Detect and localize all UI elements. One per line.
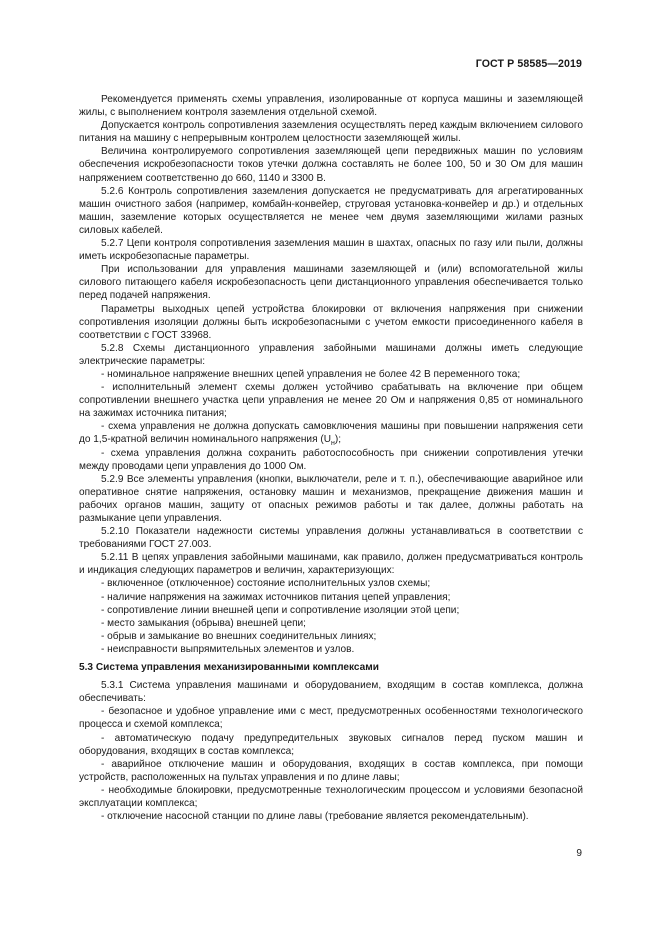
list-item: - отключение насосной станции по длине лавы (требование является рекомендательным).	[101, 811, 529, 823]
list-item: - включенное (отключенное) состояние исполнительных узлов схемы;	[101, 578, 431, 590]
list-item: - безопасное и удобное управление ими с мест, предусмотренных особенностями технологического процесса и схемой комплекса;	[79, 706, 583, 731]
document-number: ГОСТ Р 58585—2019	[475, 58, 582, 70]
list-item: - неисправности выпрямительных элементов и узлов.	[101, 643, 355, 655]
list-item: - аварийное отключение машин и оборудования, входящих в состав комплекса, при помощи устройств, расположенных на пультах управления и по длине лавы;	[79, 758, 583, 783]
list-item: - сопротивление линии внешней цепи и сопротивление изоляции этой цепи;	[101, 604, 460, 616]
list-item: - необходимые блокировки, предусмотренные технологическим процессом и условиями безопасной эксплуатации комплекса;	[79, 784, 583, 809]
list-item: - место замыкания (обрыва) внешней цепи;	[101, 617, 306, 629]
paragraph: Допускается контроль сопротивления заземления осуществлять перед каждым включением силового питания на машину с непрерывным контролем целостности заземляющей жилы.	[79, 120, 583, 145]
paragraph: 5.2.8 Схемы дистанционного управления забойными машинами должны иметь следующие электрические параметры:	[79, 342, 583, 367]
list-item: - схема управления должна сохранить работоспособность при снижении сопротивления утечки между проводами цепи управления до 1000 Ом.	[79, 447, 583, 472]
paragraph: 5.2.9 Все элементы управления (кнопки, выключатели, реле и т. п.), обеспечивающие аварийное или оперативное снятие напряжения, остановку машин и механизмов, прекращение движения машин и рабочих органов машин, защиту от опасных режимов работы и так далее, должны работать на размыкание цепи управления.	[79, 473, 583, 524]
page-content	[79, 93, 583, 823]
list-item: - исполнительный элемент схемы должен устойчиво срабатывать на включение при общем сопротивлении внешнего участка цепи управления не менее 20 Ом и напряжения 0,85 от номинального на зажимах источника питания;	[79, 382, 583, 420]
paragraph: Величина контролируемого сопротивления заземляющей цепи передвижных машин по условиям обеспечения искробезопасности токов утечки должна составлять не более 100, 50 и 30 Ом для машин напряжением соответственно до 660, 1140 и 3300 В.	[79, 146, 583, 184]
paragraph: 5.2.11 В цепях управления забойными машинами, как правило, должен предусматриваться контроль и индикация следующих параметров и величин, характеризующих:	[79, 552, 583, 577]
list-item: - автоматическую подачу предупредительных звуковых сигналов перед пуском машин и оборудования, входящих в состав комплекса;	[79, 732, 583, 757]
paragraph: Параметры выходных цепей устройства блокировки от включения напряжения при снижении сопротивления изоляции должны быть искробезопасными с учетом емкости присоединенного кабеля в соответствии с ГОСТ 33968.	[79, 303, 583, 341]
page-number: 9	[576, 848, 582, 859]
paragraph: 5.2.7 Цепи контроля сопротивления заземления машин в шахтах, опасных по газу или пыли, должны иметь искробезопасные параметры.	[79, 238, 583, 263]
voltage-subscript: н	[331, 440, 335, 448]
list-item-text: - схема управления не должна допускать самовключения машины при повышении напряжения сети до 1,5-кратной величин номинального напряжения (U	[79, 421, 583, 446]
list-item	[79, 420, 583, 446]
paragraph: 5.2.6 Контроль сопротивления заземления допускается не предусматривать для агрегатированных машин очистного забоя (например, комбайн-конвейер, струговая установка-конвейер и др.) и отдельных машин, заземление которых осуществляется не менее чем двумя заземляющими жилами разных силовых кабелей.	[79, 185, 583, 236]
list-item: - номинальное напряжение внешних цепей управления не более 42 В переменного тока;	[101, 368, 521, 380]
paragraph: При использовании для управления машинами заземляющей и (или) вспомогательной жилы силового питающего кабеля искробезопасность цепи дистанционного управления обеспечивается только перед подачей напряжения.	[79, 264, 583, 302]
paragraph: 5.2.10 Показатели надежности системы управления должны устанавливаться в соответствии с требованиями ГОСТ 27.003.	[79, 526, 583, 551]
paragraph: 5.3.1 Система управления машинами и оборудованием, входящим в состав комплекса, должна обеспечивать:	[79, 680, 583, 705]
list-item: - обрыв и замыкание во внешних соединительных линиях;	[101, 630, 377, 642]
list-item: - наличие напряжения на зажимах источников питания цепей управления;	[101, 591, 451, 603]
paragraph: Рекомендуется применять схемы управления, изолированные от корпуса машины и заземляющей жилы, с выполнением контроля заземления отдельной схемой.	[79, 94, 583, 119]
list-item-suffix: );	[334, 434, 342, 446]
section-title: 5.3 Система управления механизированными комплексами	[79, 662, 379, 674]
